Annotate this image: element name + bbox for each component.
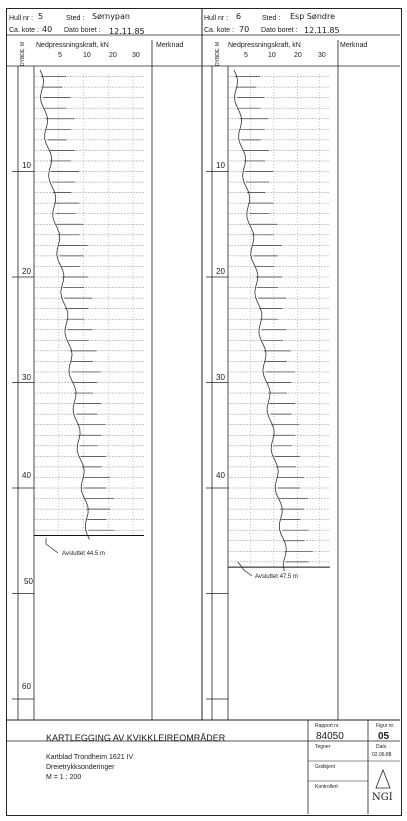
termination-note: Avsluttet 47.5 m bbox=[255, 574, 298, 580]
kontrollert-label: Kontrollert bbox=[315, 784, 338, 790]
scale-label: 5 bbox=[244, 52, 248, 59]
figur-label: Figur nr. bbox=[376, 723, 395, 729]
dato-value: 02.06.88 bbox=[372, 752, 392, 758]
scale-label: 30 bbox=[132, 52, 140, 59]
kote-value: 40 bbox=[42, 25, 53, 34]
kote-label: Ca. kote : bbox=[204, 27, 234, 34]
depth-label: 10 bbox=[22, 161, 31, 170]
dato-value: 12.11.85 bbox=[109, 27, 145, 36]
ngi-logo-mark bbox=[376, 770, 390, 788]
sted-label: Sted : bbox=[66, 15, 85, 22]
depth-label: 30 bbox=[22, 373, 31, 382]
log-sheet bbox=[6, 8, 402, 816]
figur-value: 05 bbox=[378, 731, 390, 742]
dybde-label: DYBDE, M bbox=[215, 41, 221, 66]
godkjent-label: Godkjent bbox=[315, 764, 336, 770]
ngi-logo: NGI bbox=[372, 792, 393, 803]
merknad-header: Merknad bbox=[340, 42, 368, 49]
merknad-header: Merknad bbox=[156, 42, 184, 49]
footer-title: KARTLEGGING AV KVIKKLEIREOMRÅDER bbox=[46, 733, 226, 743]
rapport-label: Rapport nr. bbox=[315, 723, 340, 729]
note-leader bbox=[46, 538, 58, 553]
dybde-label: DYBDE, M bbox=[20, 41, 26, 66]
sounding-curve bbox=[40, 70, 90, 539]
footer-line-1: Kartblad Trondheim 1621 IV bbox=[46, 754, 134, 761]
dato-value: 12.11.85 bbox=[304, 26, 340, 35]
sounding-curve bbox=[234, 70, 286, 571]
sounding-diagram bbox=[6, 8, 402, 816]
depth-label: 50 bbox=[24, 577, 33, 586]
rapport-value: 84050 bbox=[316, 731, 344, 742]
scale-label: 20 bbox=[109, 52, 117, 59]
scale-label: 10 bbox=[268, 52, 276, 59]
kote-value: 70 bbox=[239, 25, 250, 34]
dato-label: Dato bbox=[376, 744, 387, 750]
depth-label: 10 bbox=[216, 161, 225, 170]
depth-label: 20 bbox=[22, 267, 31, 276]
sted-value: Sørnypan bbox=[92, 12, 130, 21]
kraft-header: Nedpressningskraft, kN bbox=[228, 42, 301, 49]
termination-note: Avsluttet 44.5 m bbox=[62, 551, 105, 557]
scale-label: 10 bbox=[83, 52, 91, 59]
scale-label: 30 bbox=[318, 52, 326, 59]
scale-label: 20 bbox=[294, 52, 302, 59]
hull-label: Hull nr : bbox=[204, 15, 229, 22]
hull-number: 6 bbox=[236, 12, 242, 21]
hull-number: 5 bbox=[38, 12, 44, 21]
depth-label: 40 bbox=[22, 471, 31, 480]
sted-value: Esp Søndre bbox=[290, 12, 335, 21]
note-leader bbox=[238, 562, 252, 576]
tegner-label: Tegner bbox=[315, 744, 331, 750]
depth-label: 40 bbox=[216, 471, 225, 480]
hull-label: Hull nr : bbox=[9, 15, 34, 22]
dato-label: Dato boret : bbox=[261, 27, 298, 34]
kote-label: Ca. kote : bbox=[9, 27, 39, 34]
depth-label: 30 bbox=[216, 373, 225, 382]
scale-label: 5 bbox=[58, 52, 62, 59]
footer-line-3: M = 1 : 200 bbox=[46, 774, 82, 781]
dato-label: Dato boret : bbox=[64, 27, 101, 34]
depth-label: 60 bbox=[22, 682, 31, 691]
sted-label: Sted : bbox=[262, 15, 281, 22]
kraft-header: Nedpressningskraft, kN bbox=[36, 42, 109, 49]
depth-label: 20 bbox=[216, 267, 225, 276]
footer-line-2: Dreietrykksonderinger bbox=[46, 764, 115, 771]
